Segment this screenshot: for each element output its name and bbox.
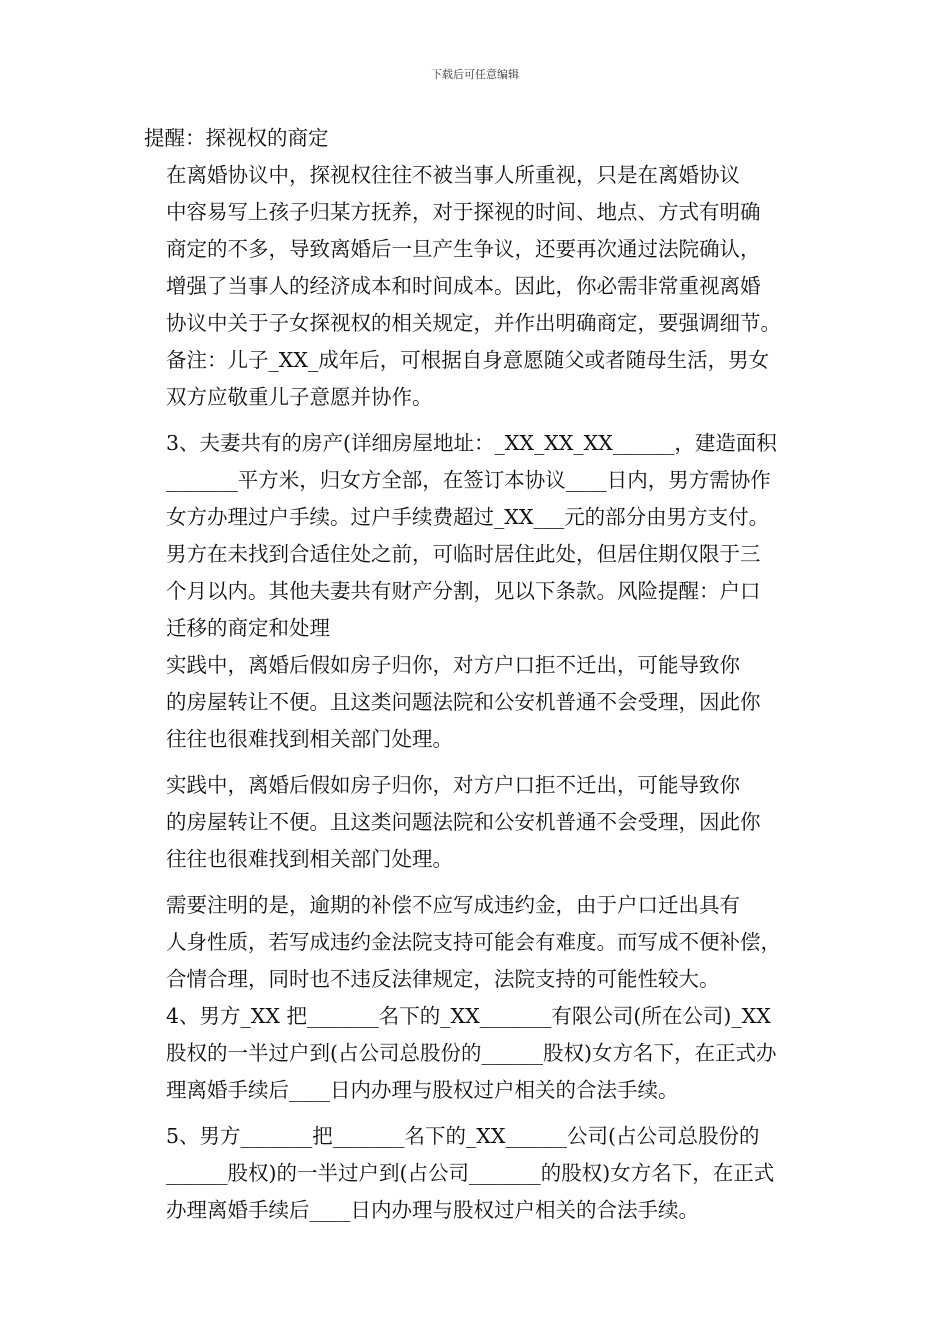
section-heading <box>144 120 832 157</box>
text-line: 在离婚协议中，探视权往往不被当事人所重视，只是在离婚协议 <box>166 163 740 187</box>
document-body <box>144 120 832 1229</box>
paragraph <box>144 1118 832 1229</box>
text-line: 商定的不多，导致离婚后一旦产生争议，还要再次通过法院确认， <box>166 237 761 261</box>
text-line: 合情合理，同时也不违反法律规定，法院支持的可能性较大。 <box>166 967 720 991</box>
paragraph <box>144 425 832 647</box>
paragraph <box>144 767 832 878</box>
text-line: 5、男方_______把_______名下的_XX______公司(占公司总股份的 <box>166 1124 760 1148</box>
text-line: 双方应敬重儿子意愿并协作。 <box>166 385 433 409</box>
text-line: 男方在未找到合适住处之前，可临时居住此处，但居住期仅限于三 <box>166 542 761 566</box>
text-line: 需要注明的是，逾期的补偿不应写成违约金，由于户口迁出具有 <box>166 893 740 917</box>
text-line: 迁移的商定和处理 <box>166 616 330 640</box>
text-line: 备注：儿子_XX_成年后，可根据自身意愿随父或者随母生活，男女 <box>166 348 770 372</box>
text-line: 往往也很难找到相关部门处理。 <box>166 847 453 871</box>
text-line: 提醒：探视权的商定 <box>144 126 329 150</box>
text-line: 4、男方_XX 把_______名下的_XX_______有限公司(所在公司)_XX <box>166 1004 771 1028</box>
text-line: 股权的一半过户到(占公司总股份的______股权)女方名下，在正式办 <box>166 1041 777 1065</box>
text-line: 女方办理过户手续。过户手续费超过_XX___元的部分由男方支付。 <box>166 505 770 529</box>
paragraph <box>144 157 832 416</box>
text-line: 实践中，离婚后假如房子归你，对方户口拒不迁出，可能导致你 <box>166 773 740 797</box>
text-line: 人身性质，若写成违约金法院支持可能会有难度。而写成不便补偿， <box>166 930 781 954</box>
paragraph <box>144 998 832 1109</box>
text-line: 的房屋转让不便。且这类问题法院和公安机普通不会受理，因此你 <box>166 810 761 834</box>
text-line: 理离婚手续后____日内办理与股权过户相关的合法手续。 <box>166 1078 679 1102</box>
text-line: 的房屋转让不便。且这类问题法院和公安机普通不会受理，因此你 <box>166 690 761 714</box>
text-line: _______平方米，归女方全部，在签订本协议____日内，男方需协作 <box>166 468 771 492</box>
text-line: 办理离婚手续后____日内办理与股权过户相关的合法手续。 <box>166 1198 699 1222</box>
text-line: 中容易写上孩子归某方抚养，对于探视的时间、地点、方式有明确 <box>166 200 761 224</box>
text-line: 往往也很难找到相关部门处理。 <box>166 727 453 751</box>
text-line: 个月以内。其他夫妻共有财产分割，见以下条款。风险提醒：户口 <box>166 579 761 603</box>
text-line: 实践中，离婚后假如房子归你，对方户口拒不迁出，可能导致你 <box>166 653 740 677</box>
paragraph <box>144 887 832 998</box>
text-line: ______股权)的一半过户到(占公司_______的股权)女方名下，在正式 <box>166 1161 775 1185</box>
paragraph <box>144 647 832 758</box>
text-line: 协议中关于子女探视权的相关规定，并作出明确商定，要强调细节。 <box>166 311 781 335</box>
text-line: 3、夫妻共有的房产(详细房屋地址：_XX_XX_XX______，建造面积 <box>166 431 777 455</box>
page-header: 下载后可任意编辑 <box>431 68 519 81</box>
text-line: 增强了当事人的经济成本和时间成本。因此，你必需非常重视离婚 <box>166 274 761 298</box>
